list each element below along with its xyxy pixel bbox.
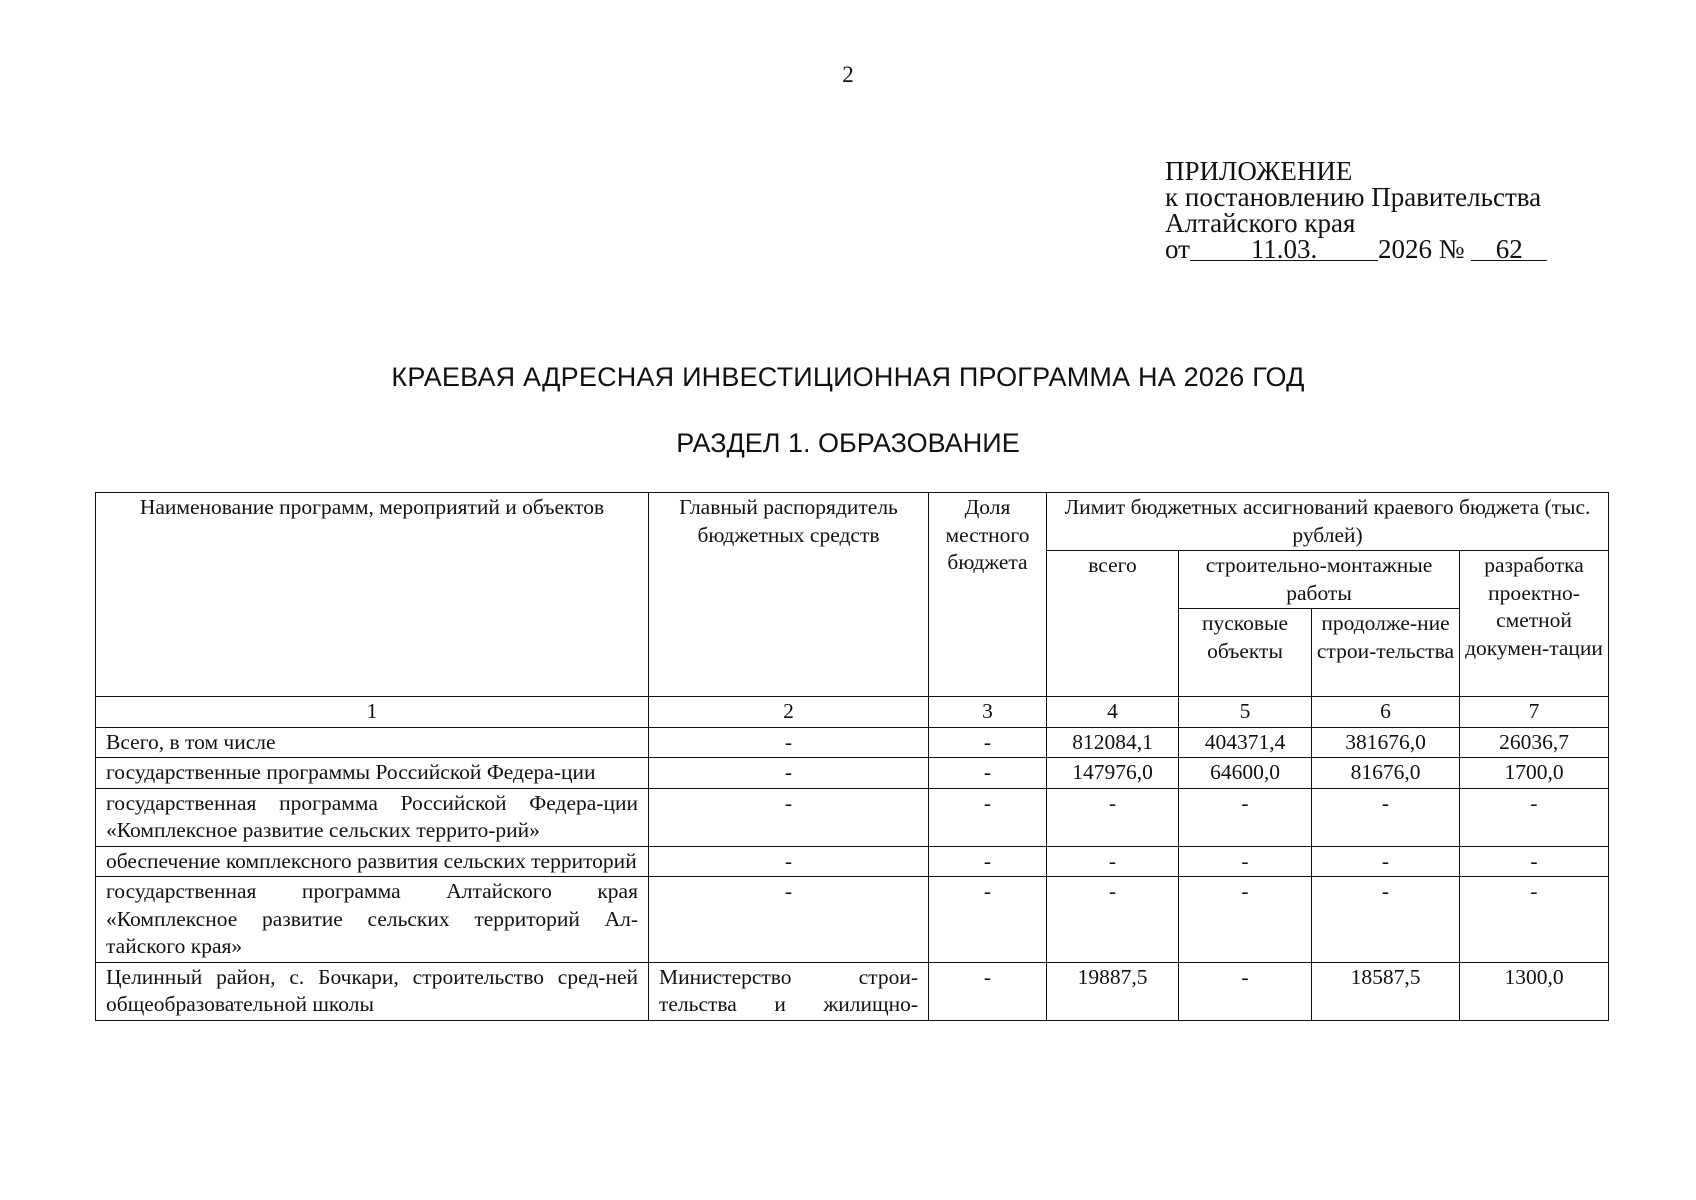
- row-total: -: [1047, 846, 1179, 877]
- table-row: [96, 727, 1609, 758]
- row-continuation: 381676,0: [1312, 727, 1460, 758]
- document-number: 62: [1471, 238, 1547, 261]
- row-design: 1700,0: [1460, 758, 1609, 789]
- row-design: 26036,7: [1460, 727, 1609, 758]
- table-row: [96, 877, 1609, 963]
- row-design: -: [1460, 846, 1609, 877]
- row-manager: -: [649, 877, 929, 963]
- row-manager: -: [649, 788, 929, 846]
- header-manager: Главный распорядитель бюджетных средств: [649, 493, 929, 697]
- page-number: 2: [842, 62, 854, 87]
- row-local-share: -: [929, 727, 1047, 758]
- row-local-share: -: [929, 788, 1047, 846]
- appendix-line-2: Алтайского края: [1165, 208, 1356, 238]
- row-continuation: -: [1312, 877, 1460, 963]
- row-total: 147976,0: [1047, 758, 1179, 789]
- column-number: 1: [96, 697, 649, 728]
- table-row: [96, 962, 1609, 1020]
- section-title: РАЗДЕЛ 1. ОБРАЗОВАНИЕ: [676, 428, 1020, 458]
- row-design: -: [1460, 788, 1609, 846]
- row-local-share: -: [929, 877, 1047, 963]
- row-name: Целинный район, с. Бочкари, строительство сред-ней общеобразовательной школы: [96, 962, 649, 1020]
- row-launch: -: [1179, 877, 1312, 963]
- appendix-title: ПРИЛОЖЕНИЕ: [1165, 156, 1353, 186]
- header-budget-limit: Лимит бюджетных ассигнований краевого бюджета (тыс. рублей): [1047, 493, 1609, 551]
- date-value: 11.03.: [1190, 238, 1378, 261]
- column-number: 4: [1047, 697, 1179, 728]
- row-launch: -: [1179, 846, 1312, 877]
- column-number: 6: [1312, 697, 1460, 728]
- row-local-share: -: [929, 846, 1047, 877]
- row-name: государственные программы Российской Федера-ции: [96, 758, 649, 789]
- row-launch: 404371,4: [1179, 727, 1312, 758]
- row-name: Всего, в том числе: [96, 727, 649, 758]
- row-name: обеспечение комплексного развития сельских территорий: [96, 846, 649, 877]
- column-number: 7: [1460, 697, 1609, 728]
- header-name: Наименование программ, мероприятий и объектов: [96, 493, 649, 697]
- header-construction: строительно-монтажные работы: [1179, 551, 1460, 609]
- row-total: 812084,1: [1047, 727, 1179, 758]
- appendix-block: [1165, 158, 1547, 262]
- investment-table: [95, 492, 1609, 1021]
- row-manager: -: [649, 846, 929, 877]
- row-continuation: 18587,5: [1312, 962, 1460, 1020]
- header-local-share: Доля местного бюджета: [929, 493, 1047, 697]
- row-launch: -: [1179, 788, 1312, 846]
- document-title: КРАЕВАЯ АДРЕСНАЯ ИНВЕСТИЦИОННАЯ ПРОГРАММА НА 2026 ГОД: [391, 362, 1305, 392]
- row-design: -: [1460, 877, 1609, 963]
- date-prefix: от: [1165, 234, 1190, 264]
- table-row: [96, 758, 1609, 789]
- row-manager: Министерство строи-тельства и жилищно-: [649, 962, 929, 1020]
- row-total: 19887,5: [1047, 962, 1179, 1020]
- row-continuation: -: [1312, 846, 1460, 877]
- header-continuation: продолже-ние строи-тельства: [1312, 609, 1460, 697]
- column-numbers-row: [96, 697, 1609, 728]
- row-local-share: -: [929, 962, 1047, 1020]
- row-name: государственная программа Алтайского края «Комплексное развитие сельских территорий Ал-тайского края»: [96, 877, 649, 963]
- header-launch: пусковые объекты: [1179, 609, 1312, 697]
- appendix-line-1: к постановлению Правительства: [1165, 182, 1542, 212]
- appendix-date-line: [1165, 236, 1547, 262]
- table-row: [96, 788, 1609, 846]
- row-total: -: [1047, 788, 1179, 846]
- year-label: 2026 №: [1377, 234, 1465, 264]
- column-number: 5: [1179, 697, 1312, 728]
- row-total: -: [1047, 877, 1179, 963]
- row-manager: -: [649, 727, 929, 758]
- header-design: разработка проектно-сметной докумен-тации: [1460, 551, 1609, 697]
- row-design: 1300,0: [1460, 962, 1609, 1020]
- row-name: государственная программа Российской Федера-ции «Комплексное развитие сельских террито-рий»: [96, 788, 649, 846]
- column-number: 3: [929, 697, 1047, 728]
- table-row: [96, 846, 1609, 877]
- column-number: 2: [649, 697, 929, 728]
- row-local-share: -: [929, 758, 1047, 789]
- row-continuation: -: [1312, 788, 1460, 846]
- header-total: всего: [1047, 551, 1179, 697]
- row-launch: -: [1179, 962, 1312, 1020]
- row-launch: 64600,0: [1179, 758, 1312, 789]
- row-continuation: 81676,0: [1312, 758, 1460, 789]
- row-manager: -: [649, 758, 929, 789]
